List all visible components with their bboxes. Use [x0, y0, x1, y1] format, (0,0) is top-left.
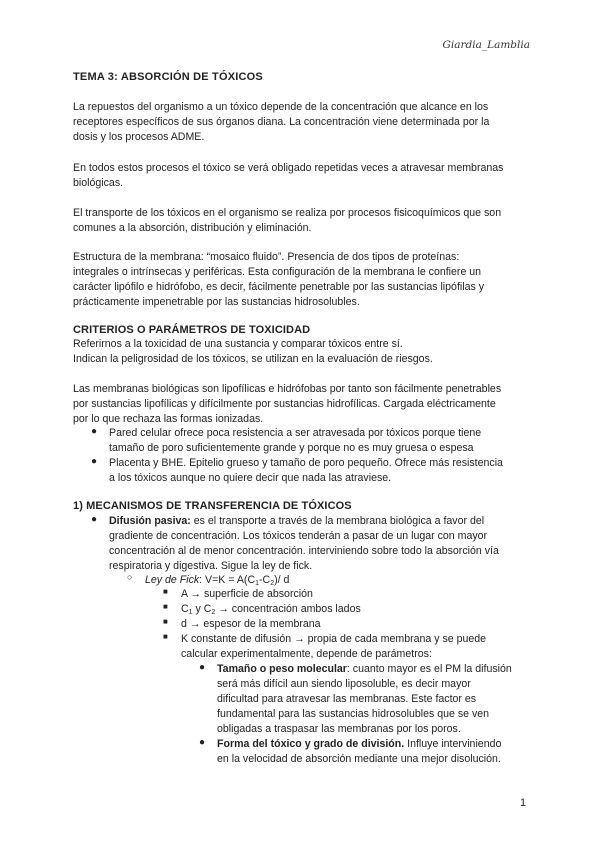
param-text: obligadas a traspasar las membranas por los poros.	[217, 723, 461, 735]
param-text: Influye interviniendo	[404, 738, 502, 750]
fick-sub: 2	[270, 580, 275, 587]
bullet-text: tamaño de poro suficientemente grande y porque no es muy gruesa o espesa	[109, 442, 474, 454]
fick-item-text: → concentración ambos lados	[215, 603, 361, 615]
fick-formula: )/ d	[274, 574, 290, 586]
paragraph-line: carácter lipófilo e hidrófobo, es decir, fácilmente penetrable por las sustancias lipófilas y	[73, 281, 485, 293]
author-signature: Giardia_Lamblia	[442, 39, 530, 51]
bullet-dot-icon: ●	[91, 514, 98, 525]
paragraph-line: receptores específicos de sus órganos diana. La concentración viene determinada por la	[73, 116, 490, 128]
section-heading-criterios: CRITERIOS O PARÁMETROS DE TOXICIDAD	[73, 324, 311, 336]
fick-sub: 1	[255, 580, 260, 587]
paragraph-line: En todos estos procesos el tóxico se verá obligado repetidas veces a atravesar membranas	[73, 162, 504, 174]
paragraph-line: Indican la peligrosidad de los tóxicos, se utilizan en la evaluación de riesgos.	[73, 353, 433, 365]
paragraph-line: prácticamente impenetrable por las sustancias hidrosolubles.	[73, 296, 360, 308]
param-text: en la velocidad de absorción mediante una mejor disolución.	[217, 753, 501, 765]
paragraph-line: dosis y los procesos ADME.	[73, 131, 205, 143]
bullet-dot-icon: ●	[91, 426, 98, 437]
param-text: : cuanto mayor es el PM la difusión	[346, 663, 512, 675]
fick-label: Ley de Fick	[145, 574, 200, 586]
bullet-square-icon: ■	[163, 632, 168, 641]
fick-item: A → superficie de absorción	[181, 588, 313, 600]
paragraph-line: La repuestos del organismo a un tóxico depende de la concentración que alcance en los	[73, 101, 489, 113]
paragraph-line: Estructura de la membrana: “mosaico fluido”. Presencia de dos tipos de proteínas:	[73, 251, 460, 263]
param-line	[217, 737, 501, 752]
paragraph-line: biológicas.	[73, 177, 124, 189]
param-text: dificultad para atravesar las membranas. Este factor es	[217, 693, 477, 705]
fick-sub: 2	[211, 609, 216, 616]
paragraph-line: por lo que rechaza las formas ionizadas.	[73, 413, 264, 425]
difusion-text: es el transporte a través de la membrana biológica a favor del	[190, 515, 485, 527]
bullet-dot-icon: ●	[199, 737, 206, 748]
paragraph-line: por sustancias lipofílicas y difícilmente por sustancias hidrofílicas. Cargada eléctricamente	[73, 398, 496, 410]
param-text: fundamental para las sustancias hidrosolubles que se ven	[217, 708, 490, 720]
fick-formula: -C	[259, 574, 271, 586]
bullet-dot-icon: ●	[91, 456, 98, 467]
bullet-dot-icon: ●	[199, 662, 206, 673]
paragraph-line: El transporte de los tóxicos en el organismo se realiza por procesos fisicoquímicos que son	[73, 207, 502, 219]
paragraph-line: integrales o intrínsecas y periféricas. Esta configuración de la membrana le confiere un	[73, 266, 482, 278]
fick-item: d → espesor de la membrana	[181, 618, 321, 630]
param-line	[217, 662, 512, 677]
difusion-text: gradiente de concentración. Los tóxicos tenderán a pasar de un lugar con mayor	[109, 530, 488, 542]
bullet-text: Pared celular ofrece poca resistencia a ser atravesada por tóxicos porque tiene	[109, 427, 482, 439]
fick-item-text: C	[181, 603, 189, 615]
page-title: TEMA 3: ABSORCIÓN DE TÓXICOS	[73, 71, 263, 83]
bullet-text: a los tóxicos aunque no quiere decir que nada las atraviese.	[109, 472, 392, 484]
paragraph-line: comunes a la absorción, distribución y eliminación.	[73, 222, 312, 234]
difusion-text: concentración al de menor concentración. interviniendo sobre todo la absorción vía	[109, 545, 499, 557]
paragraph-line: Referirnos a la toxicidad de una sustancia y comparar tóxicos entre sí.	[73, 338, 403, 350]
fick-sub: 1	[188, 609, 193, 616]
bullet-circle-icon: ○	[127, 572, 133, 582]
bullet-square-icon: ■	[163, 587, 168, 596]
param-term: Tamaño o peso molecular	[217, 663, 347, 675]
difusion-line	[109, 514, 484, 529]
page-number: 1	[520, 797, 527, 809]
fick-item-text: y C	[192, 603, 212, 615]
bullet-square-icon: ■	[163, 617, 168, 626]
bullet-square-icon: ■	[163, 602, 168, 611]
bullet-text: Placenta y BHE. Epitelio grueso y tamaño de poro pequeño. Ofrece más resistencia	[109, 457, 503, 469]
difusion-term: Difusión pasiva:	[109, 515, 191, 527]
fick-item: calcular experimentalmente, depende de parámetros:	[181, 648, 432, 660]
param-text: será más difícil aun siendo liposoluble, es decir mayor	[217, 678, 471, 690]
difusion-text: respiratoria y digestiva. Sigue la ley de fick.	[109, 560, 313, 572]
fick-formula: : V=K = A(C	[199, 574, 256, 586]
param-term: Forma del tóxico y grado de división.	[217, 738, 405, 750]
paragraph-line: Las membranas biológicas son lipofílicas e hidrófobas por tanto son fácilmente penetrables	[73, 383, 502, 395]
section-heading-mecanismos: 1) MECANISMOS DE TRANSFERENCIA DE TÓXICOS	[73, 500, 352, 512]
fick-item: K constante de difusión → propia de cada membrana y se puede	[181, 633, 487, 645]
